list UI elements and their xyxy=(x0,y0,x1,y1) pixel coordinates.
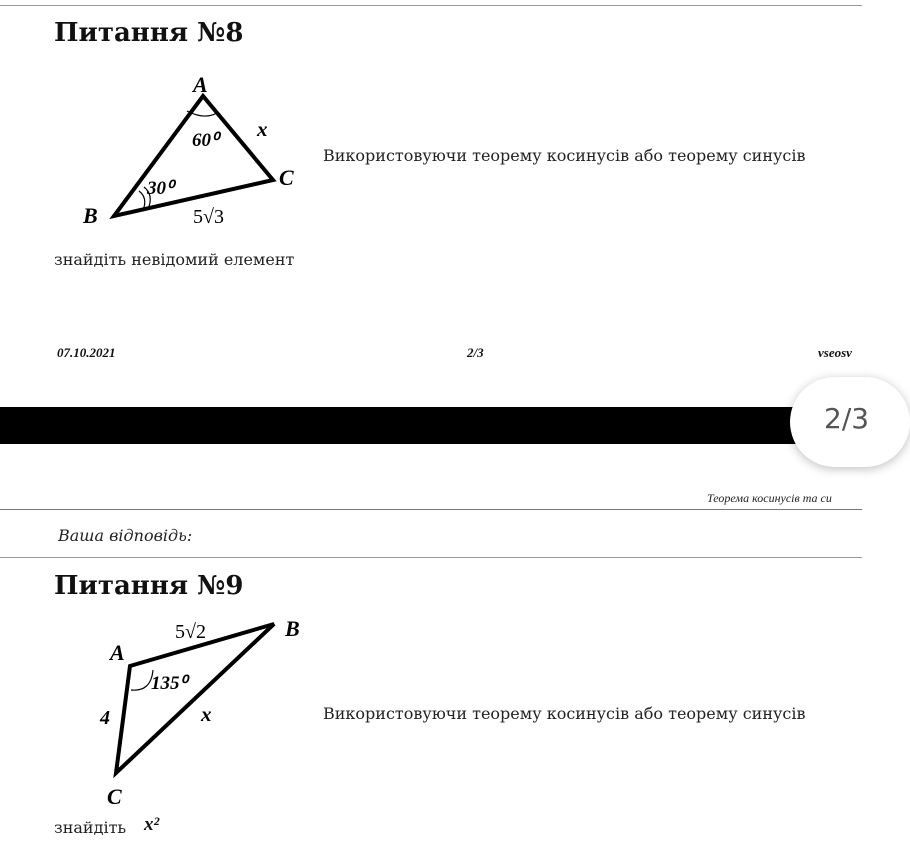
vertex-b-q8: B xyxy=(83,203,98,228)
vertex-a-q8: A xyxy=(193,72,208,97)
side-ac-label-q9: 4 xyxy=(100,707,110,729)
page-indicator-text: 2/3 xyxy=(824,402,870,435)
page-indicator-badge xyxy=(790,377,910,467)
side-ab-label-q9: 5√2 xyxy=(175,621,206,643)
vertex-b-q9: B xyxy=(285,616,300,641)
question-9-task: знайдіть xyxy=(54,818,127,837)
side-bc-label-q9: x xyxy=(201,702,212,726)
angle-a-label-q8: 60⁰ xyxy=(192,130,219,151)
footer-date: 07.10.2021 xyxy=(57,345,116,360)
question-8-instruction: Використовуючи теорему косинусів або теорему синусів xyxy=(323,146,806,165)
vertex-a-q9: A xyxy=(110,640,125,665)
answer-label: Ваша відповідь: xyxy=(58,526,193,545)
triangle-figure-q9 xyxy=(95,605,315,810)
triangle-q9 xyxy=(116,624,274,773)
triangle-figure-q8 xyxy=(80,68,310,233)
question-9-task-variable: x² xyxy=(144,814,160,835)
running-header-rule xyxy=(0,509,862,510)
top-rule xyxy=(0,5,862,6)
vertex-c-q8: C xyxy=(279,165,294,190)
angle-b-label-q8: 30⁰ xyxy=(147,178,174,199)
vertex-c-q9: C xyxy=(107,784,122,809)
question-9-title: Питання №9 xyxy=(54,571,244,601)
footer-site: vseosv xyxy=(818,345,852,360)
answer-rule xyxy=(0,557,862,558)
question-8-title: Питання №8 xyxy=(54,18,244,48)
footer-page: 2/3 xyxy=(467,345,484,360)
side-ac-label-q8: x xyxy=(257,117,268,141)
running-header: Теорема косинусів та си xyxy=(707,491,832,505)
page-separator-bar xyxy=(0,407,862,444)
angle-a-label-q9: 135⁰ xyxy=(151,673,188,694)
side-bc-label-q8: 5√3 xyxy=(193,206,224,228)
question-8-task: знайдіть невідомий елемент xyxy=(54,250,295,269)
question-9-instruction: Використовуючи теорему косинусів або теорему синусів xyxy=(323,704,806,723)
angle-arc-a-q9 xyxy=(131,670,153,690)
angle-arc-b-q8 xyxy=(139,191,145,210)
